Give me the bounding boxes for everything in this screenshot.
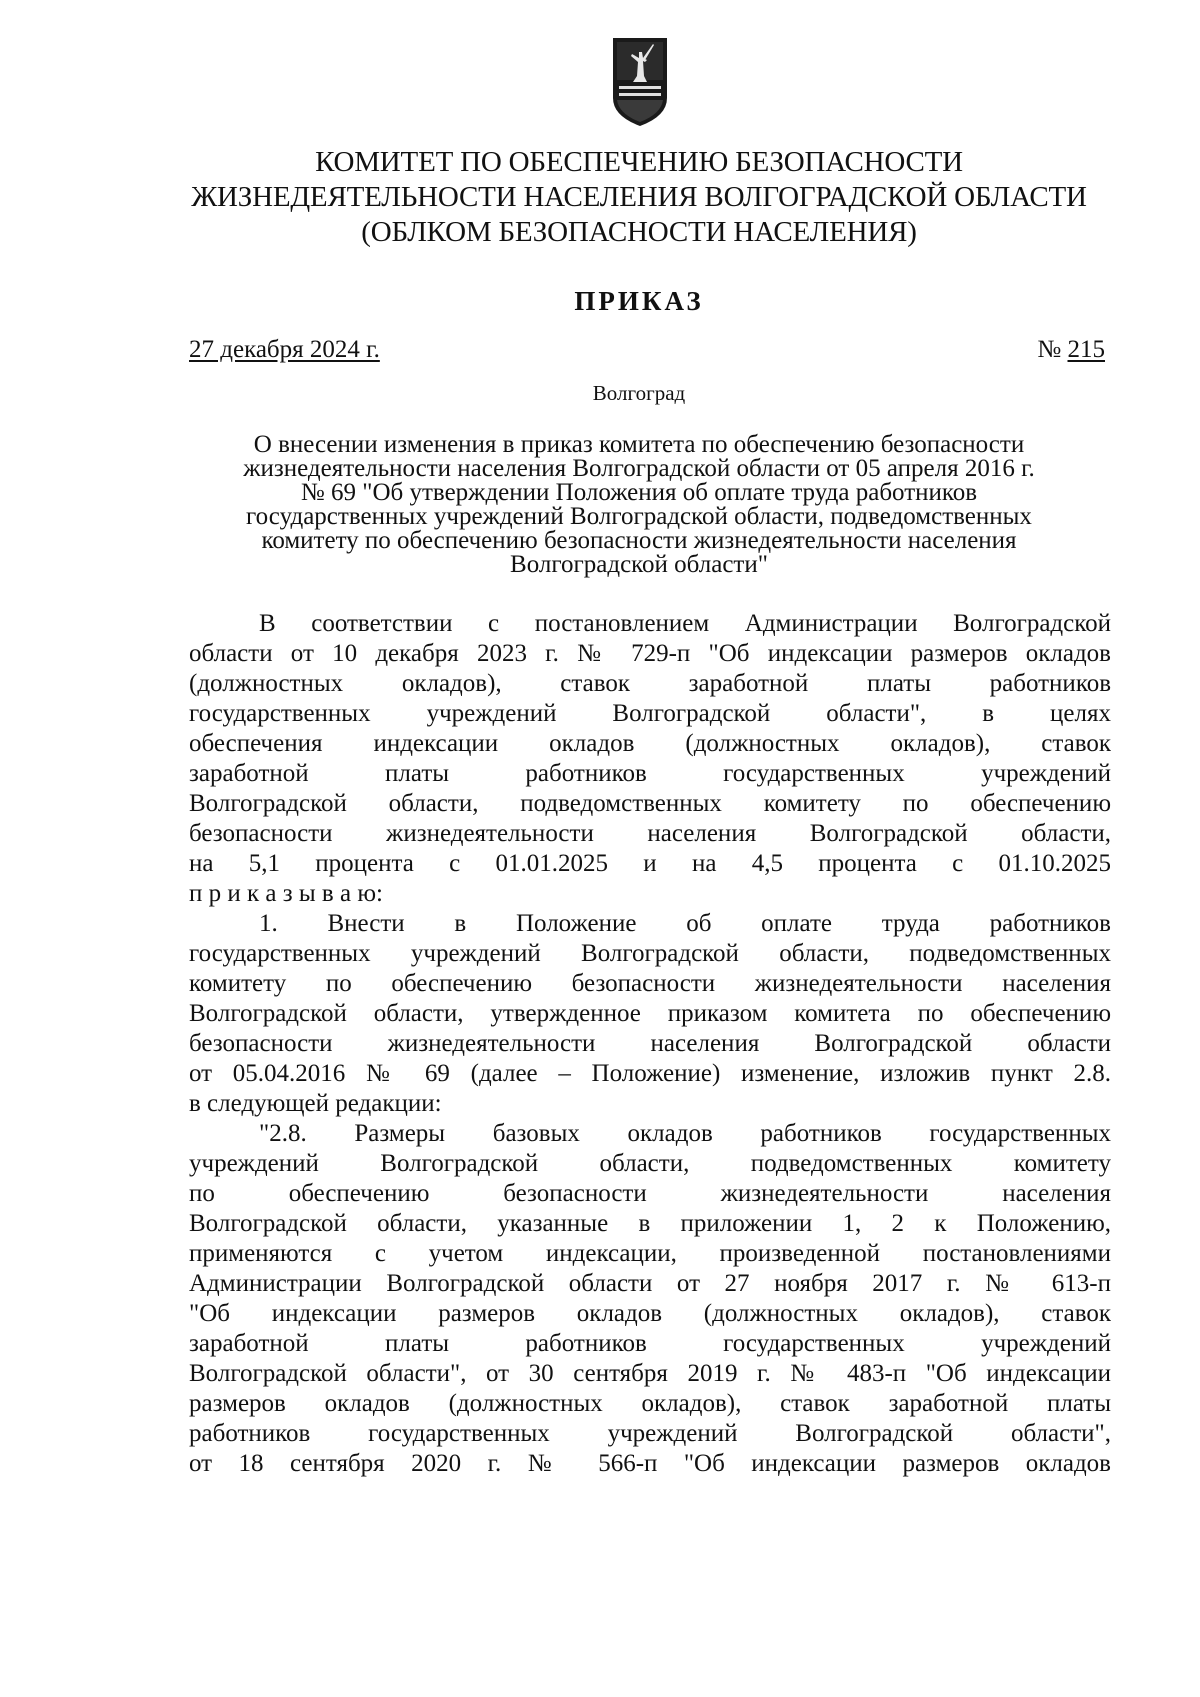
subject-line: Волгоградской области" [510, 551, 768, 578]
body-line: Волгоградской области, подведомственных комитету по обеспечению [189, 790, 1111, 817]
body-line: заработной платы работников государственных учреждений [189, 760, 1111, 787]
document-date: 27 декабря 2024 г. [189, 336, 380, 363]
body-line: заработной платы работников государственных учреждений [189, 1330, 1111, 1357]
body-line: государственных учреждений Волгоградской области, подведомственных [189, 940, 1111, 967]
subject-line: жизнедеятельности населения Волгоградской области от 05 апреля 2016 г. [243, 455, 1035, 482]
document-type-title: ПРИКАЗ [574, 286, 704, 316]
body-line: безопасности жизнедеятельности населения Волгоградской области, [189, 820, 1111, 847]
org-line: ЖИЗНЕДЕЯТЕЛЬНОСТИ НАСЕЛЕНИЯ ВОЛГОГРАДСКОЙ ОБЛАСТИ [191, 181, 1087, 213]
subject-line: государственных учреждений Волгоградской области, подведомственных [246, 503, 1032, 530]
body-line: "Об индексации размеров окладов (должностных окладов), ставок [189, 1300, 1111, 1327]
body-line: в следующей редакции: [189, 1090, 442, 1117]
body-line: 1. Внести в Положение об оплате труда работников [259, 910, 1111, 937]
body-line: государственных учреждений Волгоградской области", в целях [189, 700, 1111, 727]
number-prefix: № [1037, 336, 1062, 363]
body-line: Волгоградской области", от 30 сентября 2019 г. № 483-п "Об индексации [189, 1360, 1111, 1387]
body-line: от 18 сентября 2020 г. № 566-п "Об индексации размеров окладов [189, 1450, 1111, 1477]
org-line: КОМИТЕТ ПО ОБЕСПЕЧЕНИЮ БЕЗОПАСНОСТИ [315, 146, 963, 178]
subject-line: комитету по обеспечению безопасности жизнедеятельности населения [261, 527, 1017, 554]
subject-line: № 69 "Об утверждении Положения об оплате труда работников [300, 479, 978, 506]
organization-name [150, 145, 1128, 250]
body-line: учреждений Волгоградской области, подведомственных комитету [189, 1150, 1111, 1177]
document-city: Волгоград [592, 381, 686, 405]
document-body [189, 609, 1111, 1479]
body-line: на 5,1 процента с 01.01.2025 и на 4,5 процента с 01.10.2025 [189, 850, 1111, 877]
number-value: 215 [1067, 336, 1105, 363]
body-line: по обеспечению безопасности жизнедеятельности населения [189, 1180, 1111, 1207]
body-line: размеров окладов (должностных окладов), ставок заработной платы [189, 1390, 1111, 1417]
body-line: Волгоградской области, указанные в приложении 1, 2 к Положению, [189, 1210, 1111, 1237]
body-line: обеспечения индексации окладов (должностных окладов), ставок [189, 730, 1111, 757]
body-line: области от 10 декабря 2023 г. № 729-п "Об индексации размеров окладов [189, 640, 1111, 667]
body-line: комитету по обеспечению безопасности жизнедеятельности населения [189, 970, 1111, 997]
document-subject [150, 433, 1128, 577]
body-line: от 05.04.2016 № 69 (далее – Положение) изменение, изложив пункт 2.8. [189, 1060, 1111, 1087]
body-line: работников государственных учреждений Волгоградской области", [189, 1420, 1111, 1447]
body-line: безопасности жизнедеятельности населения Волгоградской области [189, 1030, 1111, 1057]
body-line: "2.8. Размеры базовых окладов работников государственных [259, 1120, 1111, 1147]
subject-line: О внесении изменения в приказ комитета по обеспечению безопасности [253, 431, 1025, 458]
body-line: В соответствии с постановлением Администрации Волгоградской [259, 610, 1111, 637]
body-line-order-word: п р и к а з ы в а ю: [189, 880, 383, 907]
body-line: (должностных окладов), ставок заработной платы работников [189, 670, 1111, 697]
org-line: (ОБЛКОМ БЕЗОПАСНОСТИ НАСЕЛЕНИЯ) [361, 216, 917, 248]
body-line: применяются с учетом индексации, произведенной постановлениями [189, 1240, 1111, 1267]
coat-of-arms-emblem-icon [609, 36, 671, 128]
document-number [1037, 336, 1105, 364]
body-line: Волгоградской области, утвержденное приказом комитета по обеспечению [189, 1000, 1111, 1027]
body-line: Администрации Волгоградской области от 27 ноября 2017 г. № 613-п [189, 1270, 1111, 1297]
